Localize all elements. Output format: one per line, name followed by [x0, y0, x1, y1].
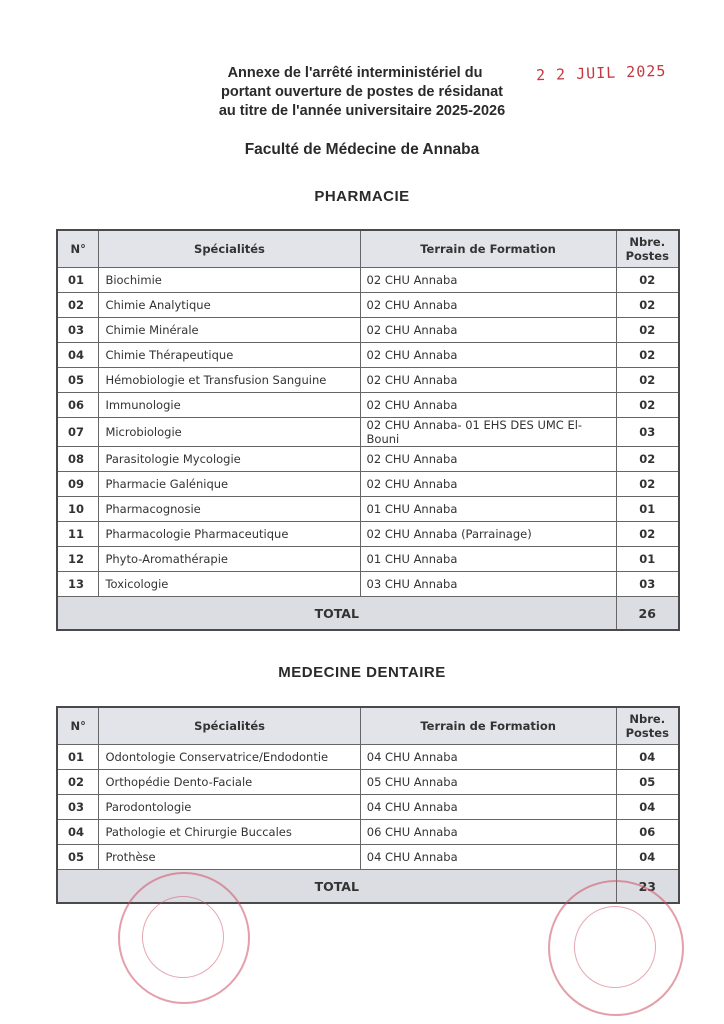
- row-terrain: 04 CHU Annaba: [360, 845, 616, 870]
- header-line-2: portant ouverture de postes de résidanat: [220, 84, 503, 100]
- row-terrain: 02 CHU Annaba: [360, 447, 616, 472]
- table-row: [57, 572, 679, 597]
- row-specialite: Hémobiologie et Transfusion Sanguine: [99, 368, 360, 393]
- total-label: TOTAL: [57, 870, 616, 904]
- row-terrain: 05 CHU Annaba: [360, 770, 616, 795]
- total-value: 26: [616, 597, 679, 631]
- row-terrain: 02 CHU Annaba- 01 EHS DES UMC El-Bouni: [360, 418, 616, 447]
- row-specialite: Pharmacognosie: [99, 497, 360, 522]
- row-postes: 02: [616, 343, 679, 368]
- total-label: TOTAL: [57, 597, 616, 631]
- row-number: 01: [57, 745, 99, 770]
- header-line-1: Annexe de l'arrêté interministériel du: [227, 65, 483, 81]
- row-postes: 06: [616, 820, 679, 845]
- table-row: [57, 770, 679, 795]
- row-terrain: 03 CHU Annaba: [360, 572, 616, 597]
- row-specialite: Orthopédie Dento-Faciale: [99, 770, 360, 795]
- table-row: [57, 497, 679, 522]
- date-stamp: 2 2 JUIL 2025: [535, 61, 667, 85]
- pharmacie-table: [56, 229, 680, 631]
- row-postes: 04: [616, 845, 679, 870]
- row-terrain: 02 CHU Annaba: [360, 368, 616, 393]
- row-postes: 02: [616, 522, 679, 547]
- row-postes: 02: [616, 368, 679, 393]
- row-number: 09: [57, 472, 99, 497]
- total-value: 23: [616, 870, 679, 904]
- row-number: 02: [57, 770, 99, 795]
- row-specialite: Chimie Thérapeutique: [99, 343, 360, 368]
- row-terrain: 02 CHU Annaba: [360, 472, 616, 497]
- table-header-row: [57, 230, 679, 268]
- row-number: 05: [57, 368, 99, 393]
- row-specialite: Pharmacie Galénique: [99, 472, 360, 497]
- table-row: [57, 845, 679, 870]
- table-row: [57, 268, 679, 293]
- table-row: [57, 343, 679, 368]
- table-row: [57, 447, 679, 472]
- column-header-specialites: Spécialités: [99, 230, 360, 268]
- table-row: [57, 472, 679, 497]
- row-postes: 02: [616, 318, 679, 343]
- row-number: 04: [57, 343, 99, 368]
- column-header-num: N°: [57, 230, 99, 268]
- table-row: [57, 522, 679, 547]
- row-terrain: 02 CHU Annaba: [360, 268, 616, 293]
- table-row: [57, 318, 679, 343]
- table-total-row: [57, 597, 679, 631]
- row-terrain: 06 CHU Annaba: [360, 820, 616, 845]
- row-specialite: Parasitologie Mycologie: [99, 447, 360, 472]
- row-postes: 02: [616, 268, 679, 293]
- row-terrain: 01 CHU Annaba: [360, 547, 616, 572]
- pharmacie-table-body: [57, 268, 679, 597]
- row-specialite: Microbiologie: [99, 418, 360, 447]
- row-terrain: 02 CHU Annaba (Parrainage): [360, 522, 616, 547]
- row-specialite: Toxicologie: [99, 572, 360, 597]
- row-specialite: Chimie Minérale: [99, 318, 360, 343]
- official-seal-left: [118, 872, 250, 1004]
- row-number: 03: [57, 318, 99, 343]
- row-terrain: 02 CHU Annaba: [360, 318, 616, 343]
- row-number: 08: [57, 447, 99, 472]
- row-number: 02: [57, 293, 99, 318]
- column-header-specialites: Spécialités: [99, 707, 360, 745]
- table-row: [57, 418, 679, 447]
- row-postes: 02: [616, 393, 679, 418]
- row-specialite: Biochimie: [99, 268, 360, 293]
- row-postes: 04: [616, 745, 679, 770]
- column-header-postes: Nbre. Postes: [616, 707, 679, 745]
- row-postes: 02: [616, 472, 679, 497]
- row-number: 07: [57, 418, 99, 447]
- table-row: [57, 547, 679, 572]
- row-number: 11: [57, 522, 99, 547]
- table-row: [57, 393, 679, 418]
- table-row: [57, 745, 679, 770]
- row-specialite: Prothèse: [99, 845, 360, 870]
- column-header-postes: Nbre. Postes: [616, 230, 679, 268]
- row-number: 04: [57, 820, 99, 845]
- row-terrain: 02 CHU Annaba: [360, 293, 616, 318]
- row-postes: 04: [616, 795, 679, 820]
- table-header-row: [57, 707, 679, 745]
- row-postes: 03: [616, 572, 679, 597]
- row-postes: 01: [616, 547, 679, 572]
- row-terrain: 02 CHU Annaba: [360, 343, 616, 368]
- table-row: [57, 795, 679, 820]
- row-number: 12: [57, 547, 99, 572]
- row-postes: 01: [616, 497, 679, 522]
- row-terrain: 01 CHU Annaba: [360, 497, 616, 522]
- section-title-pharmacie: PHARMACIE: [314, 188, 410, 205]
- table-row: [57, 293, 679, 318]
- row-number: 05: [57, 845, 99, 870]
- column-header-terrain: Terrain de Formation: [360, 707, 616, 745]
- row-number: 13: [57, 572, 99, 597]
- row-number: 06: [57, 393, 99, 418]
- row-number: 01: [57, 268, 99, 293]
- row-terrain: 02 CHU Annaba: [360, 393, 616, 418]
- table-row: [57, 368, 679, 393]
- section-title-dentaire: MEDECINE DENTAIRE: [278, 664, 446, 681]
- dentaire-table-body: [57, 745, 679, 870]
- column-header-num: N°: [57, 707, 99, 745]
- row-specialite: Chimie Analytique: [99, 293, 360, 318]
- row-number: 10: [57, 497, 99, 522]
- row-postes: 05: [616, 770, 679, 795]
- table-row: [57, 820, 679, 845]
- row-specialite: Pathologie et Chirurgie Buccales: [99, 820, 360, 845]
- dentaire-table: [56, 706, 680, 904]
- row-specialite: Pharmacologie Pharmaceutique: [99, 522, 360, 547]
- row-specialite: Immunologie: [99, 393, 360, 418]
- row-specialite: Odontologie Conservatrice/Endodontie: [99, 745, 360, 770]
- header-line-3: au titre de l'année universitaire 2025-2026: [218, 103, 506, 119]
- row-terrain: 04 CHU Annaba: [360, 745, 616, 770]
- row-postes: 02: [616, 447, 679, 472]
- row-postes: 03: [616, 418, 679, 447]
- row-terrain: 04 CHU Annaba: [360, 795, 616, 820]
- row-postes: 02: [616, 293, 679, 318]
- column-header-terrain: Terrain de Formation: [360, 230, 616, 268]
- row-number: 03: [57, 795, 99, 820]
- row-specialite: Phyto-Aromathérapie: [99, 547, 360, 572]
- official-seal-right: [548, 880, 684, 1016]
- faculty-title: Faculté de Médecine de Annaba: [244, 141, 480, 158]
- row-specialite: Parodontologie: [99, 795, 360, 820]
